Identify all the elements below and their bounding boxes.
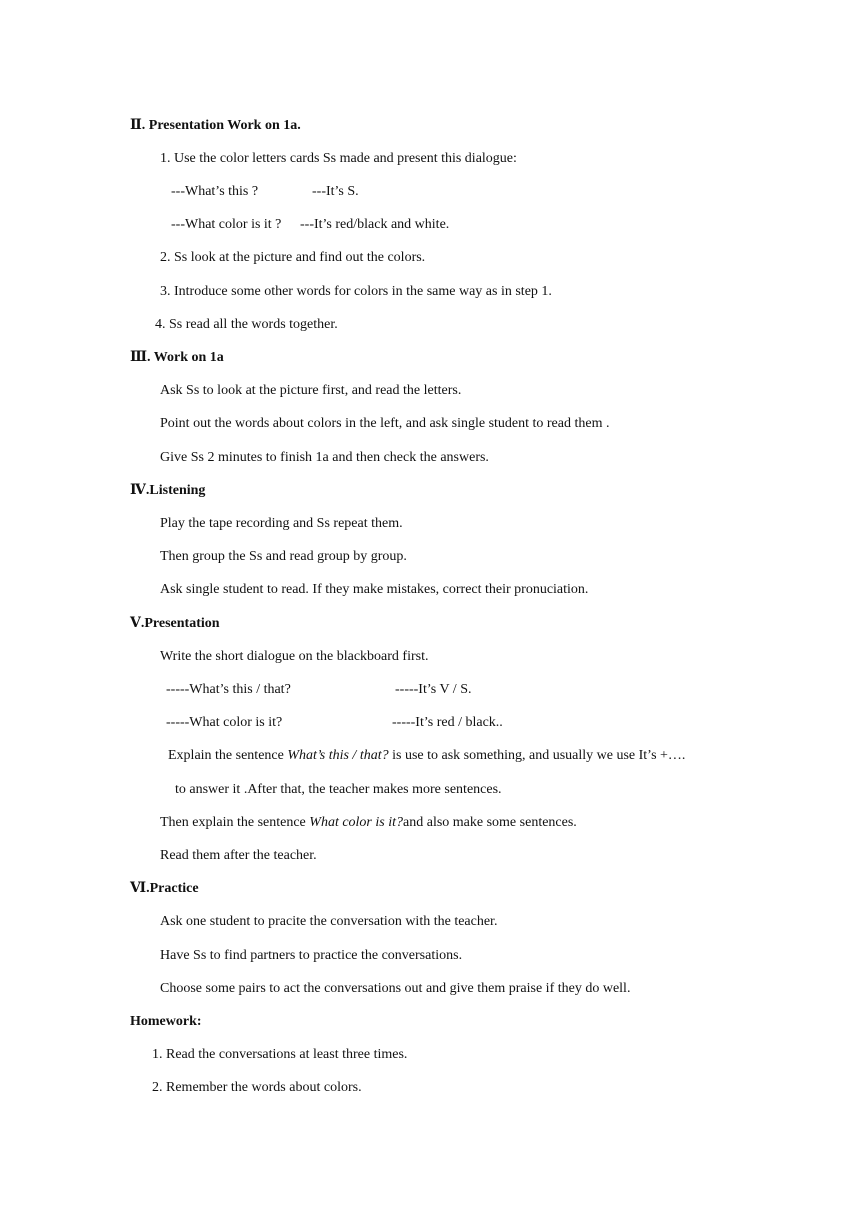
homework-item: 1. Read the conversations at least three times. — [152, 1047, 408, 1062]
step-item: 1. Use the color letters cards Ss made and present this dialogue: — [160, 151, 517, 166]
dialogue-question: -----What color is it? — [166, 715, 283, 730]
section-heading: Ⅱ. Presentation Work on 1a. — [130, 118, 301, 133]
dialogue-answer: ---It’s S. — [312, 184, 359, 199]
section-heading: Ⅴ.Presentation — [130, 616, 220, 631]
section-heading: Ⅳ.Listening — [130, 483, 206, 498]
section-heading: Ⅵ.Practice — [130, 881, 199, 896]
explain-emphasis: What color is it? — [309, 815, 404, 830]
homework-item: 2. Remember the words about colors. — [152, 1080, 362, 1095]
explain-text: and also make some sentences. — [403, 815, 577, 830]
explain-text: Then explain the sentence — [160, 815, 310, 830]
step-item: Point out the words about colors in the left, and ask single student to read them . — [160, 416, 610, 431]
step-item: Ask single student to read. If they make mistakes, correct their pronuciation. — [160, 582, 589, 597]
step-item: Play the tape recording and Ss repeat them. — [160, 516, 403, 531]
explain-text: Explain the sentence — [168, 748, 288, 763]
explain-sentence — [168, 748, 685, 764]
explain-continuation: to answer it .After that, the teacher makes more sentences. — [175, 782, 502, 797]
dialogue-answer: -----It’s red / black.. — [392, 715, 503, 730]
step-item: Choose some pairs to act the conversations out and give them praise if they do well. — [160, 981, 631, 996]
section-heading: Homework: — [130, 1014, 202, 1029]
step-item: Read them after the teacher. — [160, 848, 317, 863]
step-item: 3. Introduce some other words for colors in the same way as in step 1. — [160, 284, 552, 299]
step-item: 2. Ss look at the picture and find out the colors. — [160, 250, 426, 265]
dialogue-question: -----What’s this / that? — [166, 682, 291, 697]
dialogue-answer: ---It’s red/black and white. — [300, 217, 450, 232]
step-item: Ask Ss to look at the picture first, and read the letters. — [160, 383, 462, 398]
step-item: Then group the Ss and read group by group. — [160, 549, 407, 564]
step-item: 4. Ss read all the words together. — [155, 317, 338, 332]
dialogue-question: ---What’s this ? — [171, 184, 259, 199]
step-item: Write the short dialogue on the blackboard first. — [160, 649, 429, 664]
section-heading: Ⅲ. Work on 1a — [130, 350, 224, 365]
dialogue-question: ---What color is it ? — [171, 217, 282, 232]
step-item: Have Ss to find partners to practice the conversations. — [160, 948, 463, 963]
step-item: Give Ss 2 minutes to finish 1a and then check the answers. — [160, 450, 489, 465]
dialogue-answer: -----It’s V / S. — [395, 682, 472, 697]
step-item: Ask one student to pracite the conversation with the teacher. — [160, 914, 498, 929]
explain-text: is use to ask something, and usually we use It’s +…. — [388, 748, 686, 763]
explain-emphasis: What’s this / that? — [287, 748, 389, 763]
explain-sentence — [160, 815, 577, 831]
